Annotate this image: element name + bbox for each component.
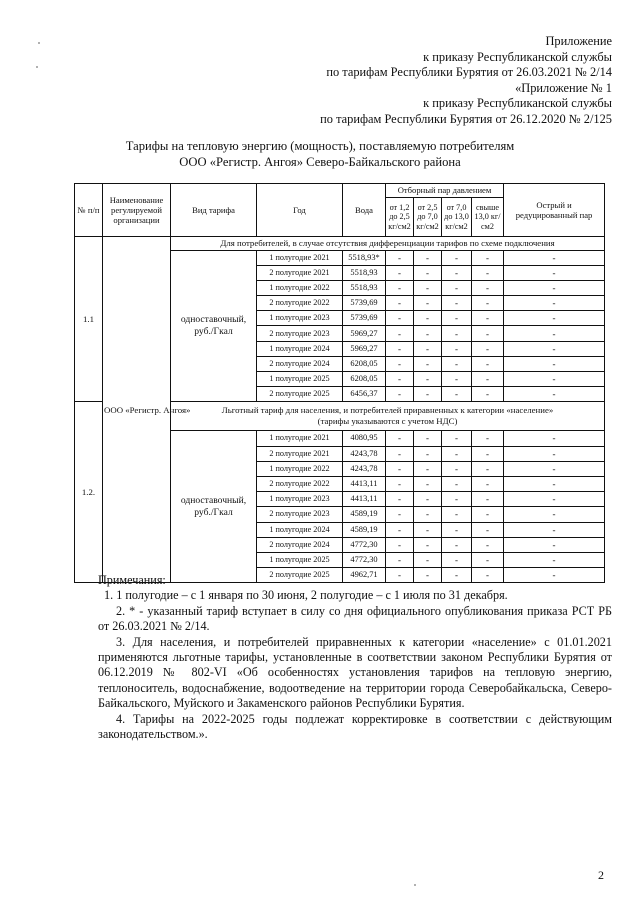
- dash-cell: -: [414, 387, 442, 402]
- dash-cell: -: [414, 372, 442, 387]
- water-value: 5518,93*: [343, 250, 386, 265]
- header-year: Год: [257, 184, 343, 237]
- dash-cell: -: [472, 461, 504, 476]
- water-value: 5969,27: [343, 326, 386, 341]
- period-cell: 2 полугодие 2025: [257, 387, 343, 402]
- dash-cell: -: [442, 537, 472, 552]
- dash-cell: -: [414, 552, 442, 567]
- dash-cell: -: [442, 507, 472, 522]
- scan-speck: [38, 42, 40, 44]
- dash-cell: -: [472, 492, 504, 507]
- period-cell: 1 полугодие 2025: [257, 552, 343, 567]
- title-line-2: ООО «Регистр. Ангоя» Северо-Байкальского района: [179, 155, 461, 169]
- dash-cell: -: [386, 507, 414, 522]
- dash-cell: -: [414, 311, 442, 326]
- appendix-line: к приказу Республиканской службы: [423, 49, 612, 64]
- dash-cell: -: [472, 250, 504, 265]
- water-value: 4243,78: [343, 461, 386, 476]
- appendix-line: по тарифам Республики Бурятия от 26.12.2020 № 2/125: [320, 111, 612, 126]
- header-pressure-1: от 1,2 до 2,5 кг/см2: [386, 198, 414, 237]
- dash-cell: -: [414, 446, 442, 461]
- header-pressure-3: от 7,0 до 13,0 кг/см2: [442, 198, 472, 237]
- dash-cell: -: [472, 568, 504, 583]
- dash-cell: -: [472, 341, 504, 356]
- header-type: Вид тарифа: [171, 184, 257, 237]
- tariff-type: одноставочный, руб./Гкал: [171, 250, 257, 402]
- dash-cell: -: [442, 446, 472, 461]
- period-cell: 1 полугодие 2024: [257, 341, 343, 356]
- period-cell: 1 полугодие 2022: [257, 280, 343, 295]
- dash-cell: -: [504, 387, 605, 402]
- water-value: 5739,69: [343, 296, 386, 311]
- dash-cell: -: [442, 356, 472, 371]
- dash-cell: -: [472, 507, 504, 522]
- water-value: 4413,11: [343, 492, 386, 507]
- dash-cell: -: [504, 356, 605, 371]
- period-cell: 1 полугодие 2023: [257, 492, 343, 507]
- dash-cell: -: [386, 341, 414, 356]
- section-number: 1.2.: [75, 402, 103, 583]
- dash-cell: -: [472, 296, 504, 311]
- dash-cell: -: [442, 522, 472, 537]
- dash-cell: -: [386, 296, 414, 311]
- header-water: Вода: [343, 184, 386, 237]
- water-value: 5518,93: [343, 265, 386, 280]
- appendix-line: Приложение: [545, 34, 612, 48]
- dash-cell: -: [504, 280, 605, 295]
- document-title: [100, 138, 540, 170]
- dash-cell: -: [386, 387, 414, 402]
- header-pressure-2: от 2,5 до 7,0 кг/см2: [414, 198, 442, 237]
- dash-cell: -: [414, 537, 442, 552]
- period-cell: 2 полугодие 2023: [257, 326, 343, 341]
- dash-cell: -: [414, 522, 442, 537]
- appendix-line: по тарифам Республики Бурятия от 26.03.2021 № 2/14: [326, 65, 612, 80]
- dash-cell: -: [442, 265, 472, 280]
- period-cell: 1 полугодие 2021: [257, 250, 343, 265]
- appendix-header: [212, 34, 612, 128]
- period-cell: 1 полугодие 2024: [257, 522, 343, 537]
- header-org: Наименование регулируемой организации: [103, 184, 171, 237]
- dash-cell: -: [386, 280, 414, 295]
- header-sharp-steam: Острый и редуцированный пар: [504, 184, 605, 237]
- dash-cell: -: [414, 461, 442, 476]
- dash-cell: -: [442, 311, 472, 326]
- period-cell: 1 полугодие 2025: [257, 372, 343, 387]
- dash-cell: -: [442, 552, 472, 567]
- dash-cell: -: [442, 341, 472, 356]
- organization-name: ООО «Регистр. Ангоя»: [103, 237, 171, 583]
- dash-cell: -: [386, 522, 414, 537]
- dash-cell: -: [504, 311, 605, 326]
- dash-cell: -: [504, 537, 605, 552]
- dash-cell: -: [386, 537, 414, 552]
- dash-cell: -: [442, 250, 472, 265]
- period-cell: 1 полугодие 2022: [257, 461, 343, 476]
- dash-cell: -: [442, 492, 472, 507]
- dash-cell: -: [504, 568, 605, 583]
- dash-cell: -: [504, 372, 605, 387]
- dash-cell: -: [504, 326, 605, 341]
- dash-cell: -: [504, 341, 605, 356]
- appendix-line: к приказу Республиканской службы: [423, 96, 612, 111]
- dash-cell: -: [472, 387, 504, 402]
- dash-cell: -: [414, 492, 442, 507]
- dash-cell: -: [472, 326, 504, 341]
- dash-cell: -: [414, 326, 442, 341]
- tariff-table: [74, 183, 605, 583]
- dash-cell: -: [504, 522, 605, 537]
- water-value: 6208,05: [343, 372, 386, 387]
- water-value: 4772,30: [343, 537, 386, 552]
- water-value: 5518,93: [343, 280, 386, 295]
- dash-cell: -: [504, 296, 605, 311]
- notes-section: [98, 573, 612, 742]
- dash-cell: -: [472, 522, 504, 537]
- scan-speck: [36, 66, 38, 68]
- dash-cell: -: [504, 431, 605, 446]
- water-value: 4589,19: [343, 507, 386, 522]
- dash-cell: -: [386, 311, 414, 326]
- dash-cell: -: [414, 296, 442, 311]
- dash-cell: -: [472, 476, 504, 491]
- period-cell: 2 полугодие 2021: [257, 446, 343, 461]
- section-number: 1.1: [75, 237, 103, 402]
- title-line-1: Тарифы на тепловую энергию (мощность), поставляемую потребителям: [125, 139, 515, 153]
- header-steam-group: Отборный пар давлением: [386, 184, 504, 198]
- dash-cell: -: [472, 446, 504, 461]
- dash-cell: -: [386, 476, 414, 491]
- dash-cell: -: [504, 446, 605, 461]
- dash-cell: -: [414, 568, 442, 583]
- water-value: 5739,69: [343, 311, 386, 326]
- period-cell: 2 полугодие 2024: [257, 537, 343, 552]
- dash-cell: -: [504, 461, 605, 476]
- dash-cell: -: [414, 250, 442, 265]
- water-value: 5969,27: [343, 341, 386, 356]
- dash-cell: -: [442, 568, 472, 583]
- notes-title: Примечания:: [98, 573, 166, 587]
- tariff-type: одноставочный, руб./Гкал: [171, 431, 257, 583]
- dash-cell: -: [472, 372, 504, 387]
- dash-cell: -: [386, 568, 414, 583]
- section-title-row: [75, 237, 605, 251]
- scan-speck: [414, 884, 416, 886]
- dash-cell: -: [504, 265, 605, 280]
- dash-cell: -: [472, 537, 504, 552]
- dash-cell: -: [414, 280, 442, 295]
- dash-cell: -: [504, 507, 605, 522]
- dash-cell: -: [386, 372, 414, 387]
- water-value: 4589,19: [343, 522, 386, 537]
- water-value: 6208,05: [343, 356, 386, 371]
- header-pressure-4: свыше 13,0 кг/см2: [472, 198, 504, 237]
- dash-cell: -: [414, 356, 442, 371]
- appendix-line: «Приложение № 1: [515, 80, 612, 95]
- dash-cell: -: [472, 265, 504, 280]
- dash-cell: -: [386, 326, 414, 341]
- water-value: 4080,95: [343, 431, 386, 446]
- water-value: 4243,78: [343, 446, 386, 461]
- dash-cell: -: [414, 431, 442, 446]
- dash-cell: -: [442, 280, 472, 295]
- dash-cell: -: [442, 372, 472, 387]
- period-cell: 2 полугодие 2022: [257, 476, 343, 491]
- dash-cell: -: [472, 280, 504, 295]
- dash-cell: -: [472, 552, 504, 567]
- dash-cell: -: [472, 431, 504, 446]
- table-header-row: [75, 184, 605, 198]
- dash-cell: -: [386, 492, 414, 507]
- period-cell: 1 полугодие 2023: [257, 311, 343, 326]
- dash-cell: -: [414, 507, 442, 522]
- dash-cell: -: [386, 356, 414, 371]
- note-3: 3. Для населения, и потребителей приравненных к категории «население» с 01.01.2021 применяются льготные тарифы, установленные в соответствии законом Республики Бурятия от 06.12.2019 № 802-VI «Об особенностях установления тарифов на тепловую энергию, теплоноситель, водоснабжение, водоотведение на территории города Северобайкальска, Северо-Байкальского, Муйского и Закаменского районов Республики Бурятия.: [98, 634, 612, 711]
- section-title-line: Льготный тариф для населения, и потребителей приравненных к категории «население»: [221, 405, 554, 416]
- dash-cell: -: [442, 476, 472, 491]
- dash-cell: -: [414, 341, 442, 356]
- dash-cell: -: [386, 431, 414, 446]
- period-cell: 1 полугодие 2021: [257, 431, 343, 446]
- water-value: 4413,11: [343, 476, 386, 491]
- dash-cell: -: [504, 250, 605, 265]
- dash-cell: -: [472, 356, 504, 371]
- period-cell: 2 полугодие 2022: [257, 296, 343, 311]
- water-value: 6456,37: [343, 387, 386, 402]
- dash-cell: -: [414, 265, 442, 280]
- page-number: 2: [598, 868, 604, 882]
- dash-cell: -: [504, 492, 605, 507]
- dash-cell: -: [442, 387, 472, 402]
- dash-cell: -: [386, 446, 414, 461]
- period-cell: 2 полугодие 2025: [257, 568, 343, 583]
- water-value: 4772,30: [343, 552, 386, 567]
- note-1: 1. 1 полугодие – с 1 января по 30 июня, 2 полугодие – с 1 июля по 31 декабря.: [104, 588, 508, 603]
- dash-cell: -: [414, 476, 442, 491]
- section-title: Для потребителей, в случае отсутствия дифференциации тарифов по схеме подключения: [171, 237, 605, 251]
- note-2: 2. * - указанный тариф вступает в силу со дня официального опубликования приказа РСТ РБ от 26.03.2021 № 2/14.: [98, 603, 612, 634]
- dash-cell: -: [504, 476, 605, 491]
- note-4: 4. Тарифы на 2022-2025 годы подлежат корректировке в соответствии с действующим законодательством.».: [98, 711, 612, 742]
- period-cell: 2 полугодие 2021: [257, 265, 343, 280]
- dash-cell: -: [472, 311, 504, 326]
- section-title: [171, 402, 605, 431]
- header-num: № п/п: [75, 184, 103, 237]
- dash-cell: -: [386, 552, 414, 567]
- period-cell: 2 полугодие 2023: [257, 507, 343, 522]
- dash-cell: -: [442, 296, 472, 311]
- dash-cell: -: [442, 326, 472, 341]
- period-cell: 2 полугодие 2024: [257, 356, 343, 371]
- dash-cell: -: [386, 461, 414, 476]
- water-value: 4962,71: [343, 568, 386, 583]
- dash-cell: -: [442, 431, 472, 446]
- dash-cell: -: [442, 461, 472, 476]
- dash-cell: -: [504, 552, 605, 567]
- dash-cell: -: [386, 250, 414, 265]
- section-title-line: (тарифы указываются с учетом НДС): [317, 416, 458, 427]
- dash-cell: -: [386, 265, 414, 280]
